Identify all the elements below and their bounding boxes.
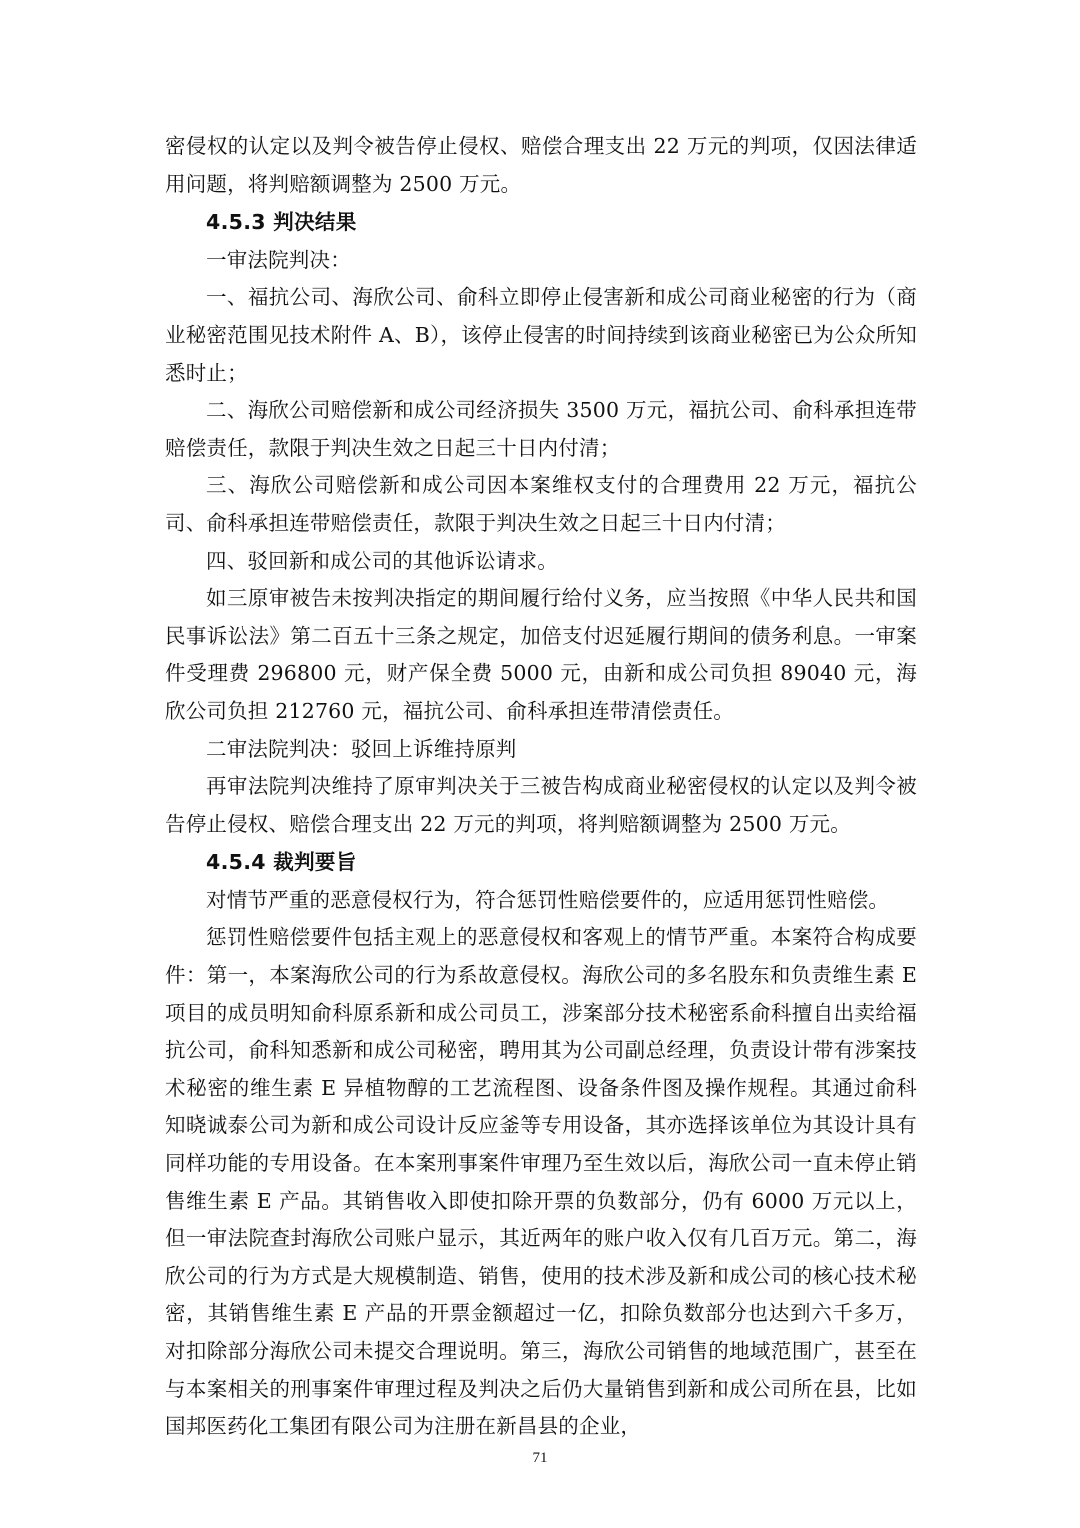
paragraph-retrial: 再审法院判决维持了原审判决关于三被告构成商业秘密侵权的认定以及判令被告停止侵权、赔偿合理支出 22 万元的判项，将判赔额调整为 2500 万元。 [165, 774, 917, 836]
paragraph-continued-conclusion: 密侵权的认定以及判令被告停止侵权、赔偿合理支出 22 万元的判项，仅因法律适用问题，将判赔额调整为 2500 万元。 [165, 134, 917, 196]
paragraph-gist-summary: 对情节严重的恶意侵权行为，符合惩罚性赔偿要件的，应适用惩罚性赔偿。 [206, 887, 890, 912]
section-heading-judgment-gist: 4.5.4 裁判要旨 [206, 850, 357, 875]
paragraph-judgment-item-3: 三、海欣公司赔偿新和成公司因本案维权支付的合理费用 22 万元，福抗公司、俞科承担连带赔偿责任，款限于判决生效之日起三十日内付清； [165, 473, 917, 535]
paragraph-punitive-damages-analysis: 惩罚性赔偿要件包括主观上的恶意侵权和客观上的情节严重。本案符合构成要件：第一，本案海欣公司的行为系故意侵权。海欣公司的多名股东和负责维生素 E 项目的成员明知俞科原系新和成公司员工，涉案部分技术秘密系俞科擅自出卖给福抗公司，俞科知悉新和成公司秘密，聘用其为公司副总经理，负责设计带有涉案技术秘密的维生素 E 异植物醇的工艺流程图、设备条件图及操作规程。其通过俞科知晓诚泰公司为新和成公司设计反应釜等专用设备，其亦选择该单位为其设计具有同样功能的专用设备。在本案刑事案件审理乃至生效以后，海欣公司一直未停止销售维生素 E 产品。其销售收入即使扣除开票的负数部分，仍有 6000 万元以上，但一审法院查封海欣公司账户显示，其近两年的账户收入仅有几百万元。第二，海欣公司的行为方式是大规模制造、销售，使用的技术涉及新和成公司的核心技术秘密，其销售维生素 E 产品的开票金额超过一亿，扣除负数部分也达到六千多万，对扣除部分海欣公司未提交合理说明。第三，海欣公司销售的地域范围广，甚至在与本案相关的刑事案件审理过程及判决之后仍大量销售到新和成公司所在县，比如国邦医药化工集团有限公司为注册在新昌县的企业， [165, 925, 917, 1439]
paragraph-fees-and-interest: 如三原审被告未按判决指定的期间履行给付义务，应当按照《中华人民共和国民事诉讼法》第二百五十三条之规定，加倍支付迟延履行期间的债务利息。一审案件受理费 296800 元，财产保全费 5000 元，由新和成公司负担 89040 元，海欣公司负担 212760 元，福抗公司、俞科承担连带清偿责任。 [165, 586, 917, 723]
page-number: 71 [532, 1450, 548, 1466]
paragraph-second-instance: 二审法院判决：驳回上诉维持原判 [206, 736, 517, 761]
paragraph-judgment-item-1: 一、福抗公司、海欣公司、俞科立即停止侵害新和成公司商业秘密的行为（商业秘密范围见技术附件 A、B），该停止侵害的时间持续到该商业秘密已为公众所知悉时止； [165, 285, 917, 385]
paragraph-judgment-item-2: 二、海欣公司赔偿新和成公司经济损失 3500 万元，福抗公司、俞科承担连带赔偿责任，款限于判决生效之日起三十日内付清； [165, 398, 917, 460]
section-heading-judgment-result: 4.5.3 判决结果 [206, 210, 357, 235]
paragraph-judgment-item-4: 四、驳回新和成公司的其他诉讼请求。 [206, 548, 558, 573]
paragraph-first-instance-label: 一审法院判决： [206, 247, 351, 272]
document-body [165, 128, 917, 1446]
